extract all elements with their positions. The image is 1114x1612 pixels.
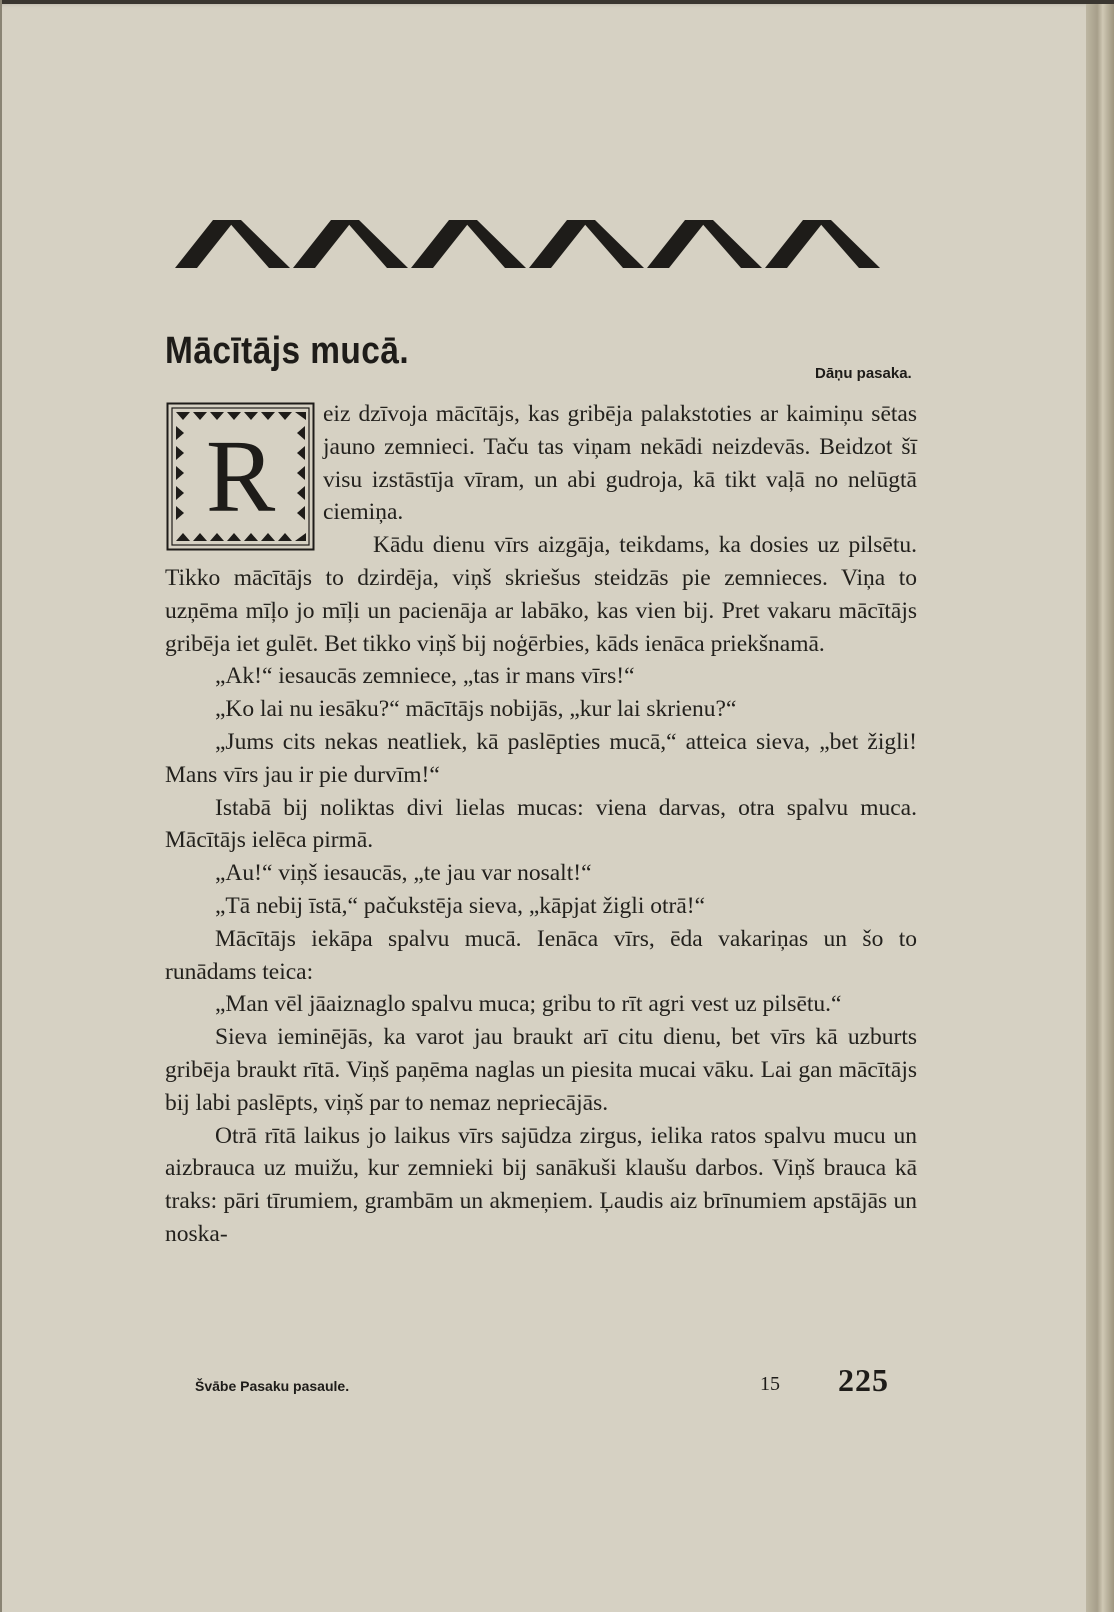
paragraph-2: Kādu dienu vīrs aizgāja, teikdams, ka dosies uz pilsētu. Tikko mācītājs to dzirdēja, viņš skriešus steidzās pie zemnieces. Viņa to uzņēma mīļo jo mīļi un pacienāja ar labāko, kas vien bij. Pret vakaru mācītājs gribēja iet gulēt. Bet tikko viņš bij noģērbies, kāds ienāca priekšnamā. [165, 532, 917, 657]
paragraph-11: Sieva ieminējās, ka varot jau braukt arī citu dienu, bet vīrs kā uzburts gribēja braukt rītā. Viņš paņēma naglas un piesita mucai vāku. Lai gan mācītājs bij labi paslēpts, viņš par to nemaz nepriecājās. [165, 1024, 917, 1116]
drop-cap-letter: R [205, 418, 276, 534]
top-border [0, 0, 1114, 4]
paragraph-1: eiz dzīvoja mācītājs, kas gribēja palakstoties ar kaimiņu sētas jauno zemnieci. Taču tas viņam nekādi neizdevās. Beidzot šī visu izstāstīja vīram, un abi gudroja, kā tikt vaļā no nelūgtā ciemiņa. [323, 401, 917, 526]
story-title: Mācītājs mucā. [165, 330, 410, 372]
paragraph-6: Istabā bij noliktas divi lielas mucas: viena darvas, otra spalvu muca. Mācītājs ielēca pirmā. [165, 794, 917, 854]
story-body [165, 398, 917, 1251]
page-number: 225 [838, 1362, 889, 1398]
paragraph-3: „Ak!“ iesaucās zemniece, „tas ir mans vīrs!“ [215, 663, 635, 690]
decorative-ornament-band [175, 218, 915, 270]
paragraph-10: „Man vēl jāaiznaglo spalvu muca; gribu to rīt agri vest uz pilsētu.“ [215, 991, 842, 1018]
left-border [0, 0, 2, 1612]
drop-cap-spacer [165, 398, 323, 560]
paragraph-9: Mācītājs iekāpa spalvu mucā. Ienāca vīrs, ēda vakariņas un šo to runādams teica: [165, 925, 917, 985]
signature-mark: 15 [760, 1373, 780, 1395]
page-edge [1086, 0, 1114, 1612]
book-title-footer: Švābe Pasaku pasaule. [195, 1378, 350, 1394]
paragraph-7: „Au!“ viņš iesaucās, „te jau var nosalt!“ [215, 860, 592, 887]
paragraph-4: „Ko lai nu iesāku?“ mācītājs nobijās, „kur lai skrienu?“ [215, 696, 737, 723]
paragraph-8: „Tā nebij īstā,“ pačukstēja sieva, „kāpjat žigli otrā!“ [215, 892, 706, 919]
paragraph-12: Otrā rītā laikus jo laikus vīrs sajūdza zirgus, ielika ratos spalvu mucu un aizbrauca uz muižu, kur zemnieki bij sanākuši klaušu darbos. Viņš brauca kā traks: pāri tīrumiem, grambām un akmeņiem. Ļaudis aiz brīnumiem apstājās un noska- [165, 1122, 917, 1247]
story-subtitle: Dāņu pasaka. [815, 365, 912, 382]
paragraph-5: „Jums cits nekas neatliek, kā paslēpties mucā,“ atteica sieva, „bet žigli! Mans vīrs jau ir pie durvīm!“ [165, 728, 917, 788]
